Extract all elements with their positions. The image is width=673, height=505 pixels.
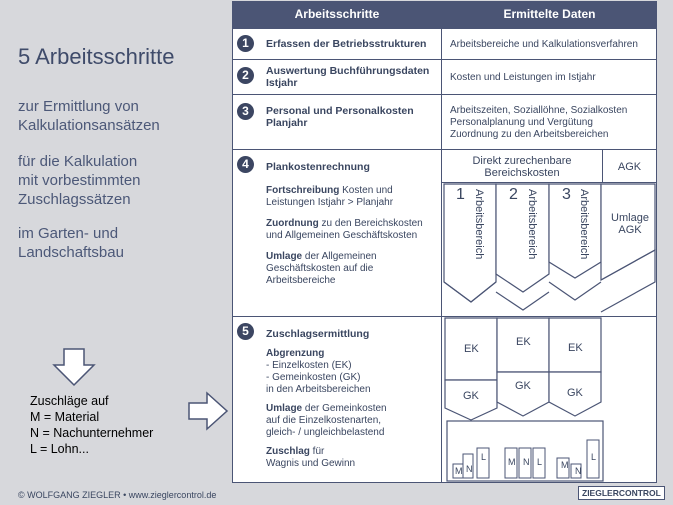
subtitle-line: mit vorbestimmten xyxy=(18,172,141,189)
step-5-title: Zuschlagsermittlung xyxy=(266,328,370,340)
ab-number: 2 xyxy=(509,186,518,203)
bold-term: Umlage xyxy=(266,251,303,262)
agk-label: AGK xyxy=(617,161,642,173)
subtitle-1 xyxy=(18,97,160,135)
text: der Allgemeinen xyxy=(302,251,377,262)
step-1-data xyxy=(441,28,657,60)
bold-term: Fortschreibung xyxy=(266,185,340,196)
arbeitsbereich-1-label: Arbeitsbereich xyxy=(473,189,485,260)
agk-box xyxy=(602,149,657,183)
data-text xyxy=(450,105,627,141)
footer-copyright: © WOLFGANG ZIEGLER • www.zieglercontrol.de xyxy=(18,490,217,500)
ab-number: 1 xyxy=(456,186,465,203)
gk-label: GK xyxy=(463,390,479,402)
step-2-title xyxy=(266,65,429,89)
l-label: L xyxy=(481,452,487,462)
step-4-title: Plankostenrechnung xyxy=(266,161,370,173)
arbeitsbereich-3-shape xyxy=(549,184,601,278)
header-arbeitsschritte: Arbeitsschritte xyxy=(232,1,442,28)
bold-term: Abgrenzung xyxy=(266,348,325,359)
ab-number: 3 xyxy=(562,186,571,203)
subtitle-line: Kalkulationsansätzen xyxy=(18,117,160,134)
subtitle-line: Zuschlagssätzen xyxy=(18,191,131,208)
gk-box-2 xyxy=(497,372,549,416)
arbeitsbereich-2-label: Arbeitsbereich xyxy=(526,189,538,260)
umlage-agk-label xyxy=(606,212,654,236)
arrow-shape xyxy=(549,282,601,300)
step-1-cell xyxy=(232,28,442,60)
subtitle-line: Landschaftsbau xyxy=(18,244,124,261)
text: der Gemeinkosten xyxy=(302,403,387,414)
ek-label: EK xyxy=(464,343,479,355)
step-3-title xyxy=(266,105,414,129)
subtitle-line: für die Kalkulation xyxy=(18,153,138,170)
direkt-bereichskosten xyxy=(441,149,603,183)
step-number: 1 xyxy=(237,35,254,52)
down-arrow-icon xyxy=(52,347,96,387)
subtitle-line: zur Ermittlung von xyxy=(18,98,139,115)
label-line: Umlage xyxy=(611,212,649,224)
m-label: M xyxy=(508,457,516,467)
step-number: 3 xyxy=(237,103,254,120)
data-line: Arbeitszeiten, Soziallöhne, Sozialkosten xyxy=(450,105,628,116)
subtitle-line: im Garten- und xyxy=(18,225,119,242)
data-line: Personalplanung und Vergütung xyxy=(450,117,593,128)
step-number: 5 xyxy=(237,323,254,340)
right-arrow-icon xyxy=(187,391,229,431)
legend-line: Zuschläge auf xyxy=(30,394,109,408)
gk-label: GK xyxy=(567,387,583,399)
arrow-shape xyxy=(496,292,549,310)
label-line: Bereichskosten xyxy=(484,167,560,179)
text: Kosten und xyxy=(339,185,393,196)
text: Wagnis und Gewinn xyxy=(266,458,356,469)
text: - Einzelkosten (EK) xyxy=(266,360,352,371)
step-1-title: Erfassen der Betriebsstrukturen xyxy=(266,38,427,50)
text: zu den Bereichskosten xyxy=(318,218,423,229)
text: für xyxy=(309,446,325,457)
step-number: 2 xyxy=(237,67,254,84)
ek-label: EK xyxy=(568,342,583,354)
ziegler-control-logo: ZIEGLERCONTROL xyxy=(578,486,665,500)
page-title: 5 Arbeitsschritte xyxy=(18,44,175,69)
m-label: M xyxy=(561,460,569,470)
bold-term: Umlage xyxy=(266,403,303,414)
l-label: L xyxy=(537,457,543,467)
step-4-text xyxy=(266,185,423,287)
n-label: N xyxy=(523,457,530,467)
legend-line: L = Lohn... xyxy=(30,442,89,456)
ek-label: EK xyxy=(516,336,531,348)
gk-label: GK xyxy=(515,380,531,392)
text: - Gemeinkosten (GK) xyxy=(266,372,361,383)
text: Geschäftskosten auf die xyxy=(266,263,374,274)
zuschlaege-legend xyxy=(30,393,153,457)
subtitle-2 xyxy=(18,152,141,209)
text: in den Arbeitsbereichen xyxy=(266,384,371,395)
subtitle-3 xyxy=(18,224,124,262)
direkt-label xyxy=(442,150,602,179)
m-label: M xyxy=(455,466,463,476)
step-3-cell xyxy=(232,94,442,150)
text: auf die Einzelkostenarten, xyxy=(266,415,382,426)
text: und Allgemeinen Geschäftskosten xyxy=(266,230,418,241)
bold-term: Zuordnung xyxy=(266,218,319,229)
step-2-data xyxy=(441,59,657,95)
title-line: Planjahr xyxy=(266,117,308,129)
n-label: N xyxy=(466,464,473,474)
legend-line: M = Material xyxy=(30,410,100,424)
data-text: Arbeitsbereiche und Kalkulationsverfahren xyxy=(450,39,638,50)
n-label: N xyxy=(575,466,582,476)
step-2-cell xyxy=(232,59,442,95)
step-number: 4 xyxy=(237,156,254,173)
text: Leistungen Istjahr > Planjahr xyxy=(266,197,394,208)
title-line: Personal und Personalkosten xyxy=(266,105,414,117)
title-line: Istjahr xyxy=(266,77,298,89)
text: Arbeitsbereiche xyxy=(266,275,336,286)
label-line: Direkt zurechenbare xyxy=(472,155,572,167)
data-line: Zuordnung zu den Arbeitsbereichen xyxy=(450,129,609,140)
step-5-text xyxy=(266,348,387,470)
text: gleich- / ungleichbelastend xyxy=(266,427,385,438)
step-3-data xyxy=(441,94,657,150)
data-text: Kosten und Leistungen im Istjahr xyxy=(450,72,596,83)
arbeitsbereich-2-shape xyxy=(496,184,549,292)
legend-line: N = Nachunternehmer xyxy=(30,426,154,440)
step-5-cell xyxy=(232,316,442,483)
label-line: AGK xyxy=(618,224,642,236)
bold-term: Zuschlag xyxy=(266,446,310,457)
step-4-cell xyxy=(232,149,442,317)
title-line: Auswertung Buchführungsdaten xyxy=(266,65,430,77)
arbeitsbereich-1-shape xyxy=(444,184,496,302)
arbeitsbereich-3-label: Arbeitsbereich xyxy=(578,189,590,260)
l-label: L xyxy=(591,452,597,462)
header-ermittelte-daten: Ermittelte Daten xyxy=(442,1,657,28)
